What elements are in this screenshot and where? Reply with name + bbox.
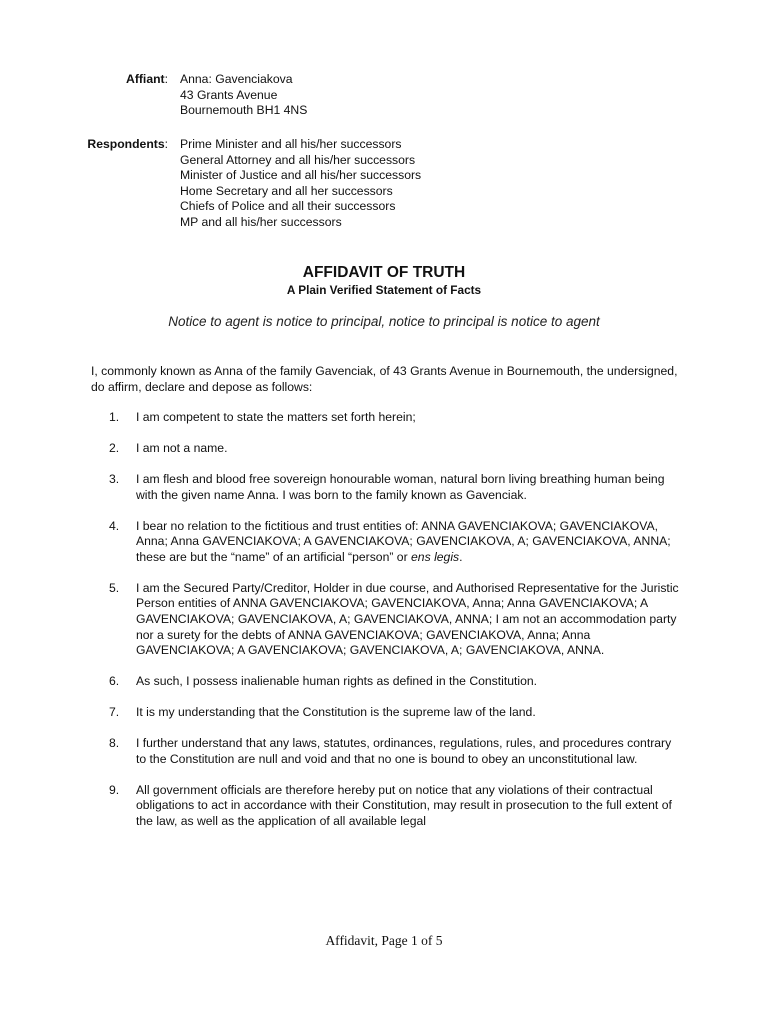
document-title: AFFIDAVIT OF TRUTH [302,264,466,281]
affiant-street: 43 Grants Avenue [180,87,278,102]
statement-text: I bear no relation to the fictitious and trust entities of: ANNA GAVENCIAKOVA; GAVENCIAKOVA, Anna; Anna GAVENCIAKOVA; A GAVENCIAKOVA; GAVENCIAKOVA, A; GAVENCIAKOVA, ANNA; these are but the “name” of an artificial “person” or ens legis. [136,518,671,564]
statement-item [109,705,684,721]
document-subtitle: A Plain Verified Statement of Facts [286,283,482,297]
page-footer: Affidavit, Page 1 of 5 [325,933,443,948]
statement-text: As such, I possess inalienable human rights as defined in the Constitution. [136,674,538,689]
statement-number: 9. [109,782,120,797]
respondent-line: MP and all his/her successors [180,214,342,229]
respondents-block [0,137,421,231]
statement-text: I am not a name. [136,440,228,455]
statement-item [109,581,684,659]
notice-statement: Notice to agent is notice to principal, notice to principal is notice to agent [168,314,600,329]
statement-number: 8. [109,736,120,751]
affiant-block [0,72,307,119]
respondents-list [180,137,421,231]
statement-number: 6. [109,674,120,689]
respondent-line: Minister of Justice and all his/her successors [180,168,422,183]
statement-text: I am flesh and blood free sovereign honourable woman, natural born living breathing human being with the given name Anna. I was born to the family known as Gavenciak. [136,471,665,502]
statement-number: 4. [109,518,120,533]
respondents-label: Respondents: [87,137,168,151]
statement-text: All government officials are therefore hereby put on notice that any violations of their contractual obligations to act in accordance with their Constitution, may result in prosecution to the full extent of the law, as well as the application of all available legal [136,782,672,828]
statement-item [109,472,684,503]
statement-number: 5. [109,580,120,595]
statement-item [109,783,684,830]
statement-item [109,674,684,690]
statement-number: 3. [109,471,120,486]
statement-text: I am the Secured Party/Creditor, Holder in due course, and Authorised Representative for the Juristic Person entities of ANNA GAVENCIAKOVA; GAVENCIAKOVA, Anna; Anna GAVENCIAKOVA; A GAVENCIAKOVA; GAVENCIAKOVA, A; GAVENCIAKOVA, ANNA; I am not an accommodation party nor a surety for the debts of ANNA GAVENCIAKOVA; GAVENCIAKOVA, Anna; Anna GAVENCIAKOVA; A GAVENCIAKOVA; GAVENCIAKOVA, A; GAVENCIAKOVA, ANNA. [136,580,679,658]
statement-item [109,441,684,457]
statement-text: It is my understanding that the Constitution is the supreme law of the land. [136,705,536,720]
affiant-name: Anna: Gavenciakova [180,72,293,86]
statement-item [109,519,684,566]
statement-number: 2. [109,440,120,455]
statement-text: I am competent to state the matters set forth herein; [136,410,416,424]
statement-number: 1. [109,410,120,424]
intro-paragraph: I, commonly known as Anna of the family Gavenciak, of 43 Grants Avenue in Bournemouth, the undersigned, do affirm, declare and depose as follows: [91,364,678,394]
respondent-line: Chiefs of Police and all their successors [180,199,396,214]
affiant-label: Affiant: [126,72,168,86]
numbered-statements [109,410,684,829]
statement-italic-term: ens legis [411,549,460,564]
affiant-address [180,72,307,119]
statement-number: 7. [109,705,120,720]
respondent-line: General Attorney and all his/her successors [180,152,416,167]
respondent-line: Prime Minister and all his/her successors [180,137,402,151]
statement-item [109,736,684,767]
respondent-line: Home Secretary and all her successors [180,183,393,198]
statement-item [109,410,684,426]
statement-text: I further understand that any laws, statutes, ordinances, regulations, rules, and procedures contrary to the Constitution are null and void and that no one is bound to obey an unconstitutional law. [136,736,672,766]
affiant-city: Bournemouth BH1 4NS [180,103,308,118]
